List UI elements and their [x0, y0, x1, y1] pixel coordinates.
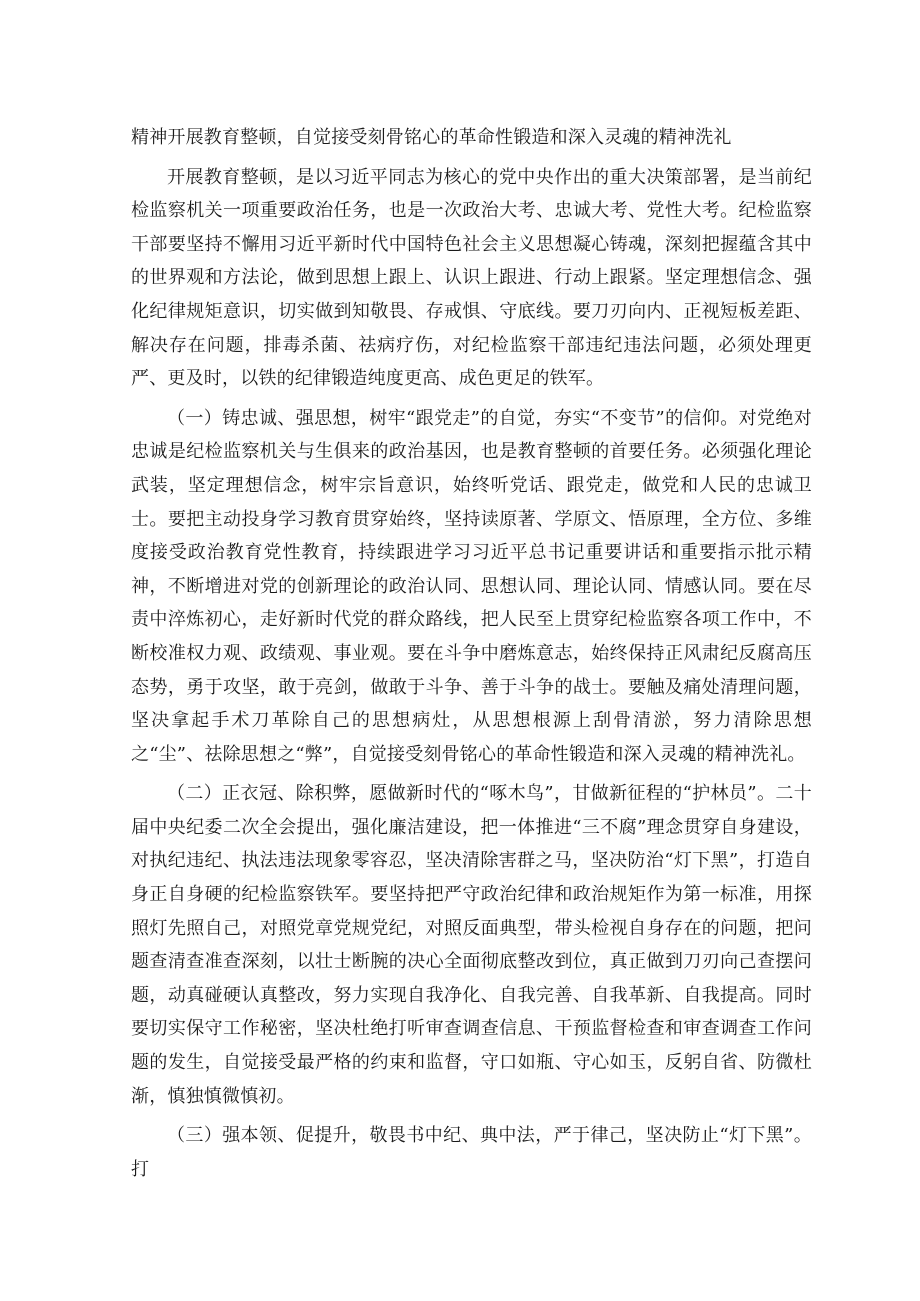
paragraph-section-two: （二）正衣冠、除积弊，愿做新时代的“啄木鸟”，甘做新征程的“护林员”。二十届中央纪委二次全会提出，强化廉洁建设，把一体推进“三不腐”理念贯穿自身建设，对执纪违纪、执法违法现象零容忍，坚决清除害群之马，坚决防治“灯下黑”，打造自身正自身硬的纪检监察铁军。要坚持把严守政治纪律和政治规矩作为第一标准，用探照灯先照自己，对照党章党规党纪，对照反面典型，带头检视自身存在的问题，把问题查清查准查深刻，以壮士断腕的决心全面彻底整改到位，真正做到刀刃向己查摆问题，动真碰硬认真整改，努力实现自我净化、自我完善、自我革新、自我提高。同时要切实保守工作秘密，坚决杜绝打听审查调查信息、干预监督检查和审查调查工作问题的发生，自觉接受最严格的约束和监督，守口如瓶、守心如玉，反躬自省、防微杜渐，慎独慎微慎初。: [131, 783, 812, 1107]
document-body: [131, 121, 812, 1192]
paragraph-intro: 开展教育整顿，是以习近平同志为核心的党中央作出的重大决策部署，是当前纪检监察机关一项重要政治任务，也是一次政治大考、忠诚大考、党性大考。纪检监察干部要坚持不懈用习近平新时代中国特色社会主义思想凝心铸魂，深刻把握蕴含其中的世界观和方法论，做到思想上跟上、认识上跟进、行动上跟紧。坚定理想信念、强化纪律规矩意识，切实做到知敬畏、存戒惧、守底线。要刀刃向内、正视短板差距、解决存在问题，排毒杀菌、祛病疗伤，对纪检监察干部违纪违法问题，必须处理更严、更及时，以铁的纪律锻造纯度更高、成色更足的铁军。: [131, 166, 812, 390]
paragraph-section-three: （三）强本领、促提升，敬畏书中纪、典中法，严于律己，坚决防止“灯下黑”。打: [131, 1125, 812, 1180]
paragraph-section-one: （一）铸忠诚、强思想，树牢“跟党走”的自觉，夯实“不变节”的信仰。对党绝对忠诚是纪检监察机关与生俱来的政治基因，也是教育整顿的首要任务。必须强化理论武装，坚定理想信念，树牢宗旨意识，始终听党话、跟党走，做党和人民的忠诚卫士。要把主动投身学习教育贯穿始终，坚持读原著、学原文、悟原理，全方位、多维度接受政治教育党性教育，持续跟进学习习近平总书记重要讲话和重要指示批示精神，不断增进对党的创新理论的政治认同、思想认同、理论认同、情感认同。要在尽责中淬炼初心，走好新时代党的群众路线，把人民至上贯穿纪检监察各项工作中，不断校准权力观、政绩观、事业观。要在斗争中磨炼意志，始终保持正风肃纪反腐高压态势，勇于攻坚，敢于亮剑，做敢于斗争、善于斗争的战士。要触及痛处清理问题，坚决拿起手术刀革除自己的思想病灶，从思想根源上刮骨清淤，努力清除思想之“尘”、祛除思想之“弊”，自觉接受刻骨铭心的革命性锻造和深入灵魂的精神洗礼。: [131, 407, 812, 765]
document-title-line: 精神开展教育整顿，自觉接受刻骨铭心的革命性锻造和深入灵魂的精神洗礼: [131, 127, 732, 148]
